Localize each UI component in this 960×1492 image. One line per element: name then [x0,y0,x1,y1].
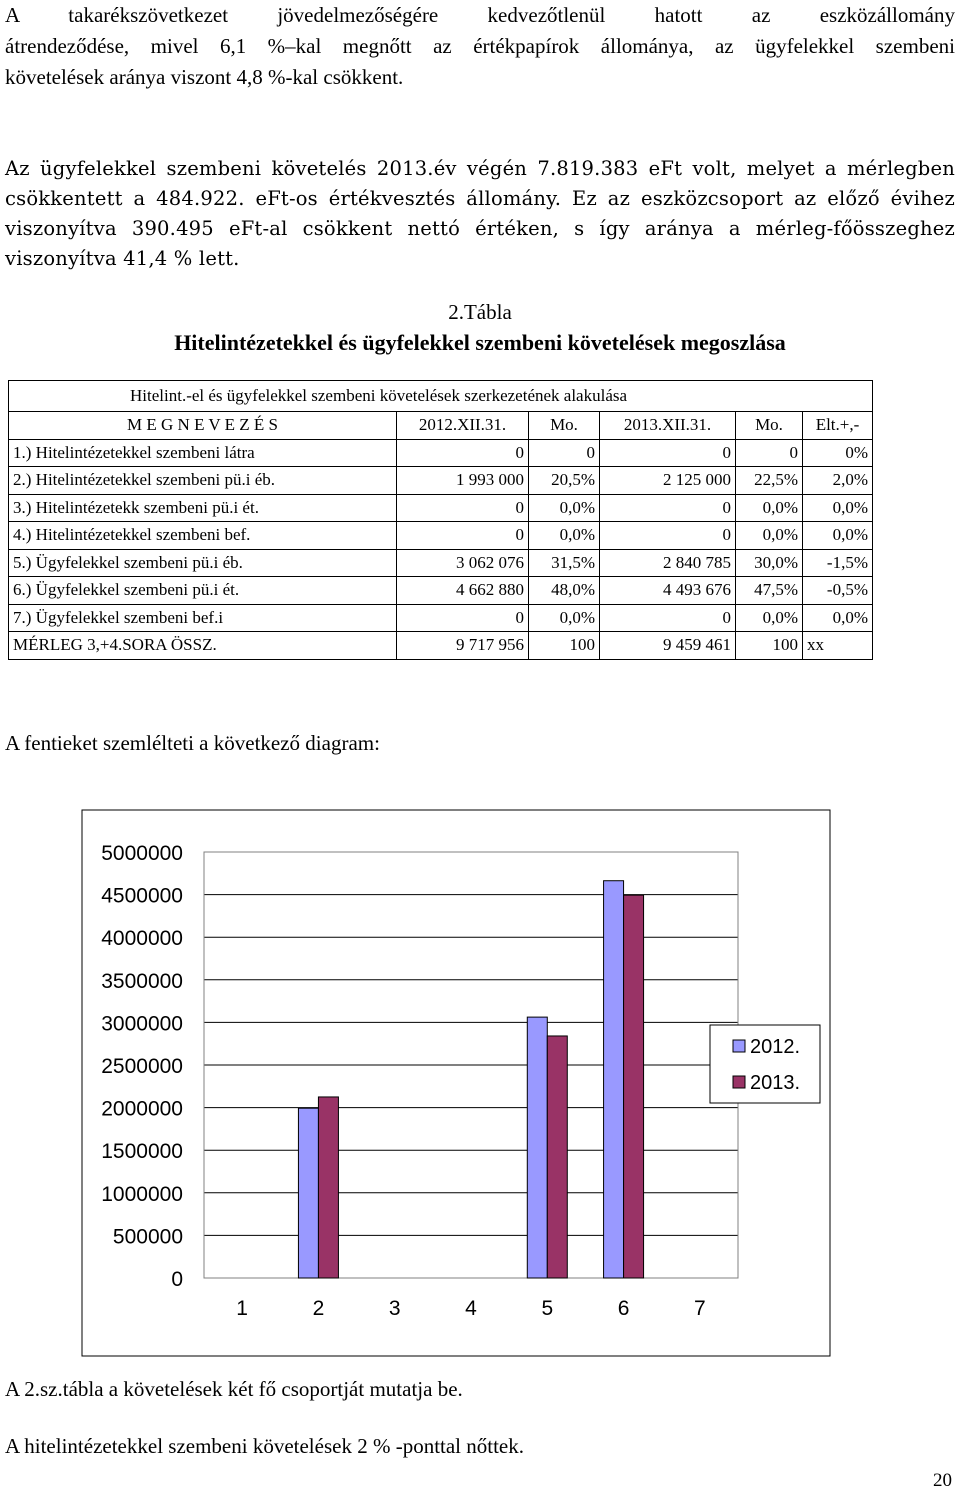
header-cell: Mo. [529,412,600,440]
value-cell: 3 062 076 [397,549,529,577]
text-line: átrendeződése, mivel 6,1 %–kal megnőtt az értékpapírok állománya, az ügyfelekkel szembeni [5,34,955,58]
value-cell: 0 [600,522,736,550]
bar-2012-cat-6 [604,881,624,1278]
value-cell: 0 [397,494,529,522]
value-cell: 0,0% [736,494,803,522]
text-line: A takarékszövetkezet jövedelmezőségére kedvezőtlenül hatott az eszközállomány [5,3,955,27]
value-cell: 0,0% [803,522,873,550]
y-tick-label: 3000000 [101,1012,183,1036]
bar-2012-cat-5 [527,1017,547,1278]
value-cell: 0 [600,439,736,467]
x-tick-label: 2 [312,1297,325,1320]
x-tick-label: 5 [541,1297,554,1320]
value-cell: 22,5% [736,467,803,495]
legend-swatch [733,1076,745,1088]
y-tick-label: 5000000 [101,842,183,865]
value-cell: 0,0% [529,494,600,522]
chart-intro: A fentieket szemlélteti a következő diagram: [5,731,380,755]
x-tick-label: 7 [694,1297,706,1320]
value-cell: -1,5% [803,549,873,577]
value-cell: 47,5% [736,577,803,605]
value-cell: 0,0% [736,522,803,550]
value-cell: 4 662 880 [397,577,529,605]
value-cell: 20,5% [529,467,600,495]
value-cell: 0,0% [803,494,873,522]
text-line: viszonyítva 390.495 eFt-al csökkent nettó értéken, s így aránya a mérleg-főösszeghez [5,217,955,240]
value-cell: 48,0% [529,577,600,605]
conclusion-line: A 2.sz.tábla a követelések két fő csoportját mutatja be. [5,1377,463,1401]
value-cell: 100 [529,632,600,660]
value-cell: 0 [736,439,803,467]
y-tick-label: 2500000 [101,1055,183,1078]
value-cell: 0,0% [529,604,600,632]
text-line: követelések aránya viszont 4,8 %-kal csökkent. [5,65,404,89]
header-cell: 2012.XII.31. [397,412,529,440]
row-label-cell: 2.) Hitelintézetekkel szembeni pü.i éb. [9,467,397,495]
bar-2013-cat-5 [547,1036,567,1278]
y-tick-label: 500000 [112,1225,183,1249]
y-tick-label: 3500000 [101,969,183,993]
y-tick-label: 4500000 [101,884,183,908]
header-cell: 2013.XII.31. [600,412,736,440]
y-tick-label: 2000000 [101,1097,183,1121]
value-cell: xx [803,632,873,660]
header-cell: Mo. [736,412,803,440]
row-label-cell: 1.) Hitelintézetekkel szembeni látra [9,439,397,467]
value-cell: 100 [736,632,803,660]
header-cell: M E G N E V E Z É S [9,412,397,440]
x-tick-label: 6 [617,1297,630,1320]
row-label-cell: 7.) Ügyfelekkel szembeni bef.i [9,604,397,632]
text-line: viszonyítva 41,4 % lett. [5,247,240,270]
legend-swatch [733,1040,745,1052]
row-label-cell: 4.) Hitelintézetekkel szembeni bef. [9,522,397,550]
value-cell: 0 [397,439,529,467]
row-label-cell: MÉRLEG 3,+4.SORA ÖSSZ. [9,632,397,660]
value-cell: 0 [600,494,736,522]
value-cell: 9 459 461 [600,632,736,660]
value-cell: 30,0% [736,549,803,577]
value-cell: 0,0% [529,522,600,550]
value-cell: 0 [600,604,736,632]
value-cell: 2,0% [803,467,873,495]
value-cell: 2 840 785 [600,549,736,577]
table-title: Hitelintézetekkel és ügyfelekkel szembeni követelések megoszlása [174,330,786,355]
row-label-cell: 5.) Ügyfelekkel szembeni pü.i éb. [9,549,397,577]
value-cell: 0,0% [736,604,803,632]
table-number: 2.Tábla [448,300,512,324]
value-cell: 31,5% [529,549,600,577]
legend-label: 2012. [750,1036,801,1058]
x-tick-label: 3 [388,1297,401,1320]
value-cell: 0% [803,439,873,467]
x-tick-label: 4 [465,1297,477,1320]
header-cell: Elt.+,- [803,412,873,440]
y-tick-label: 1500000 [101,1140,183,1164]
bar-2013-cat-2 [318,1097,338,1278]
table-caption: Hitelint.-el és ügyfelekkel szembeni követelések szerkezetének alakulása [9,381,873,412]
value-cell: 1 993 000 [397,467,529,495]
legend-label: 2013. [750,1072,801,1094]
row-label-cell: 6.) Ügyfelekkel szembeni pü.i ét. [9,577,397,605]
y-tick-label: 1000000 [101,1182,183,1206]
value-cell: -0,5% [803,577,873,605]
bar-2013-cat-6 [624,895,644,1278]
y-tick-label: 0 [171,1268,183,1291]
text-line: Az ügyfelekkel szembeni követelés 2013.év végén 7.819.383 eFt volt, melyet a mérlegben [5,157,955,180]
row-label-cell: 3.) Hitelintézetekk szembeni pü.i ét. [9,494,397,522]
value-cell: 0 [397,604,529,632]
y-tick-label: 4000000 [101,927,183,951]
value-cell: 4 493 676 [600,577,736,605]
text-line: csökkentett a 484.922. eFt-os értékvesztés állomány. Ez az eszközcsoport az előző évihez [5,187,955,210]
value-cell: 0 [397,522,529,550]
conclusion-line: A hitelintézetekkel szembeni követelések 2 % -ponttal nőttek. [5,1434,525,1458]
bar-2012-cat-2 [298,1108,318,1278]
value-cell: 0,0% [803,604,873,632]
x-tick-label: 1 [236,1297,248,1320]
page-number: 20 [933,1470,952,1491]
value-cell: 0 [529,439,600,467]
value-cell: 9 717 956 [397,632,529,660]
value-cell: 2 125 000 [600,467,736,495]
